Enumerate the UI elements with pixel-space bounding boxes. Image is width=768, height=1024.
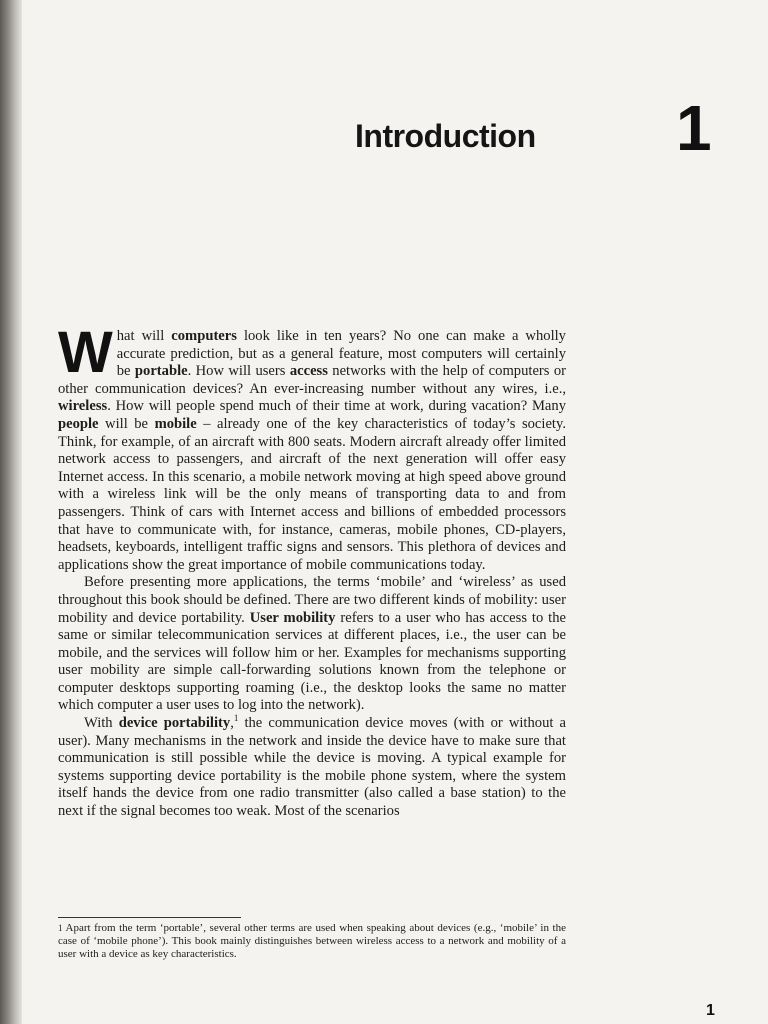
term-portable: portable [134,363,188,380]
p1-text-2: look like in ten years? No one can make a wholly accurate prediction, but as a general feature, most computers will certainly be [116,328,566,380]
term-mobile: mobile [154,415,197,432]
term-user-mobility: User mobility [249,609,336,626]
term-wireless: wireless [58,398,108,415]
p3-text-3: the communication device moves (with or without a user). Many mechanisms in the network and inside the device have to make sure that communication is still possible while the device is moving. A typical example for systems supporting device portability is the mobile phone system, where the system itself hands the device from one radio transmitter (also called a base station) to the next if the signal becomes too weak. Most of the scenarios [58,715,566,820]
chapter-number: 1 [676,92,712,164]
chapter-title: Introduction [355,118,536,154]
p1-text-4: networks with the help of computers or other communication devices? An ever-increasing number without any wires, i.e., [58,363,566,397]
term-device-portability: device portability [118,715,231,732]
footnote-text: Apart from the term ‘portable’, several other terms are used when speaking about devices (e.g., ‘mobile’ in the case of ‘mobile phone’). This book mainly distinguishes between wireless access to a network and mobility of a user with a device as key characteristics. [58,922,566,960]
term-computers: computers [171,328,237,344]
p1-text-7: – already one of the key characteristics of today’s society. Think, for example, of an aircraft with 800 seats. Modern aircraft already offer limited network access to passengers, and aircraft of the next generation will offer easy Internet access. In this scenario, a mobile network moving at high speed above ground with a wireless link will be the only means of transporting data to and from passengers. Think of cars with Internet access and billions of embedded processors that have to communicate with, for instance, cameras, mobile phones, CD-players, headsets, keyboards, intelligent traffic signs and sensors. This plethora of devices and applications show the great importance of mobile communications today. [58,415,566,573]
p1-text-5: . How will people spend much of their time at work, during vacation? Many [107,398,566,415]
p1-text-1: hat will [116,328,172,344]
footnote-reference: 1 [233,713,239,724]
book-spine-shadow [0,0,22,1024]
page-number: 1 [706,1002,715,1019]
p1-text-6: will be [98,415,155,432]
drop-cap: W [58,320,113,385]
p3-text-2: , [230,715,234,732]
paragraph-2 [58,574,566,715]
p2-text-2: refers to a user who has access to the same or similar telecommunication services at different places, i.e., the user can be mobile, and the services will follow him or her. Examples for mechanisms supporting user mobility are simple call-forwarding solutions known from the telephone or computer desktops supporting roaming (i.e., the desktop looks the same no matter which computer a user uses to log into the network). [58,609,566,714]
footnote-number: 1 [58,923,63,933]
paragraph-3 [58,715,566,821]
body-text [58,320,566,821]
p3-text-1: With [84,715,119,732]
p1-text-3: . How will users [187,363,290,380]
paragraph-1 [58,320,566,574]
footnote-rule [58,917,241,918]
footnote [58,922,566,961]
term-access: access [289,363,328,380]
term-people: people [58,415,99,432]
p2-text-1: Before presenting more applications, the terms ‘mobile’ and ‘wireless’ as used throughout this book should be defined. There are two different kinds of mobility: user mobility and device portability. [58,574,566,626]
